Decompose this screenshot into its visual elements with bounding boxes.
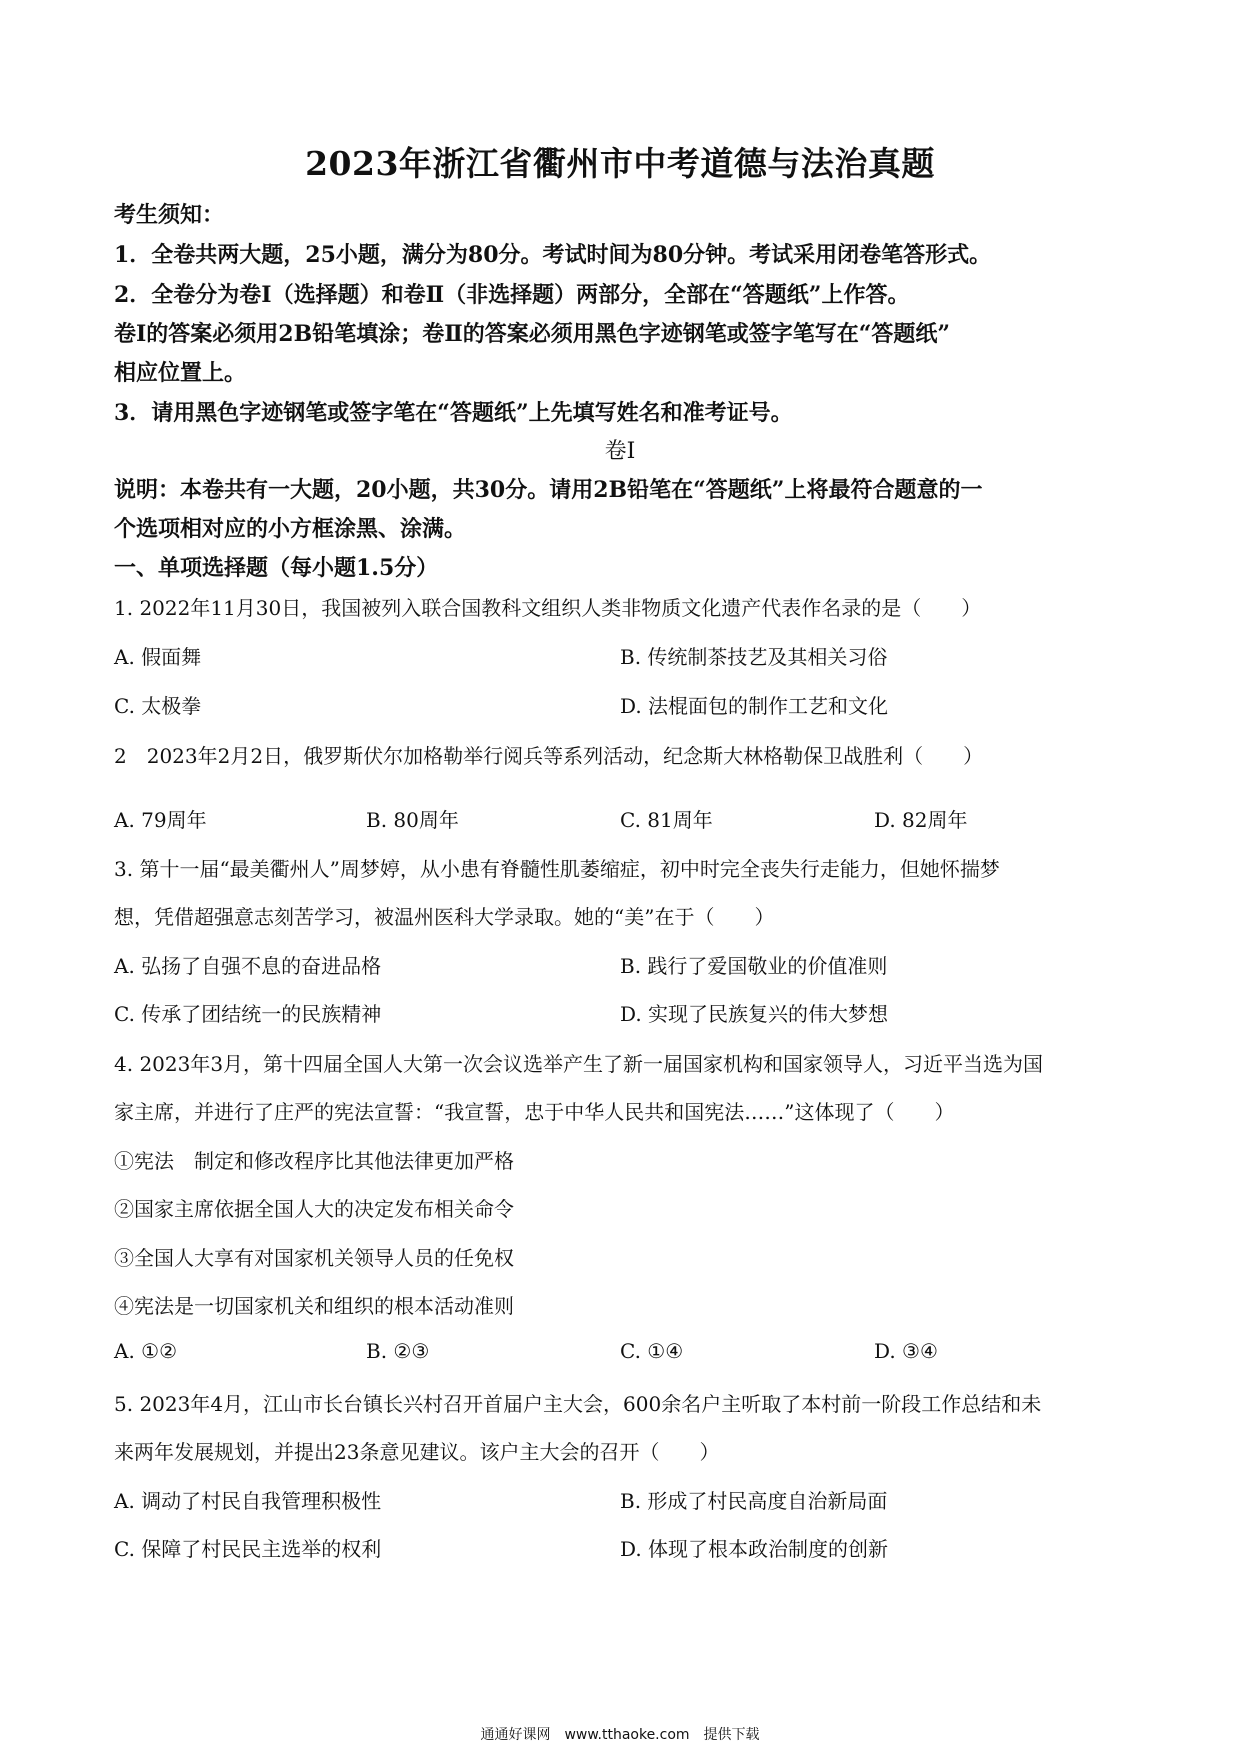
option-a: A. 假面舞 [114, 645, 202, 669]
question-stem-line-2: 想，凭借超强意志刻苦学习，被温州医科大学录取。她的“美”在于（ ） [114, 905, 775, 929]
notice-item-3: 3．请用黑色字迹钢笔或签字笔在“答题纸”上先填写姓名和准考证号。 [114, 400, 793, 426]
option-b: B. 80周年 [366, 808, 459, 832]
question-stem-line-2: 家主席，并进行了庄严的宪法宣誓：“我宣誓，忠于中华人民共和国宪法……”这体现了（ ） [114, 1100, 955, 1124]
option-b: B. 传统制茶技艺及其相关习俗 [620, 645, 888, 669]
statement-3: ③全国人大享有对国家机关领导人员的任免权 [114, 1246, 514, 1270]
option-d: D. 实现了民族复兴的伟大梦想 [620, 1002, 889, 1026]
option-d: D. 法棍面包的制作工艺和文化 [620, 694, 889, 718]
option-c: C. 保障了村民民主选举的权利 [114, 1537, 382, 1561]
option-c: C. 太极拳 [114, 694, 202, 718]
option-a: A. 79周年 [114, 808, 207, 832]
volume-1-heading: 卷Ⅰ [604, 439, 636, 464]
volume-1-desc-line-2: 个选项相对应的小方框涂黑、涂满。 [114, 516, 467, 542]
option-b: B. 形成了村民高度自治新局面 [620, 1489, 888, 1513]
statement-1: ①宪法 制定和修改程序比其他法律更加严格 [114, 1149, 514, 1173]
option-b: B. ②③ [366, 1339, 430, 1363]
option-d: D. 82周年 [874, 808, 968, 832]
option-c: C. 传承了团结统一的民族精神 [114, 1002, 382, 1026]
option-c: C. ①④ [620, 1339, 684, 1363]
option-d: D. 体现了根本政治制度的创新 [620, 1537, 889, 1561]
notice-item-2-line-2: 卷Ⅰ的答案必须用2B铅笔填涂；卷Ⅱ的答案必须用黑色字迹钢笔或签字笔写在“答题纸” [114, 321, 951, 347]
question-stem: 1. 2022年11月30日，我国被列入联合国教科文组织人类非物质文化遗产代表作名录的是（ ） [114, 596, 982, 620]
statement-2: ②国家主席依据全国人大的决定发布相关命令 [114, 1197, 514, 1221]
notice-item-1: 1．全卷共两大题，25小题，满分为80分。考试时间为80分钟。考试采用闭卷笔答形式。 [114, 242, 992, 268]
page-title: 2023年浙江省衢州市中考道德与法治真题 [305, 144, 935, 183]
option-a: A. 调动了村民自我管理积极性 [114, 1489, 382, 1513]
notice-item-2: 2．全卷分为卷Ⅰ（选择题）和卷Ⅱ（非选择题）两部分，全部在“答题纸”上作答。 [114, 282, 910, 308]
question-stem-line-1: 4. 2023年3月，第十四届全国人大第一次会议选举产生了新一届国家机构和国家领导人，习近平当选为国 [114, 1052, 1044, 1076]
question-stem: 2 2023年2月2日，俄罗斯伏尔加格勒举行阅兵等系列活动，纪念斯大林格勒保卫战胜利（ ） [114, 744, 984, 768]
volume-1-desc-line-1: 说明：本卷共有一大题，20小题，共30分。请用2B铅笔在“答题纸”上将最符合题意的一 [114, 477, 983, 503]
section-heading: 一、单项选择题（每小题1.5分） [114, 555, 439, 581]
page-footer: 通通好课网 www.tthaoke.com 提供下载 [480, 1727, 760, 1743]
question-stem-line-1: 5. 2023年4月，江山市长台镇长兴村召开首届户主大会，600余名户主听取了本村前一阶段工作总结和未 [114, 1392, 1042, 1416]
question-stem-line-2: 来两年发展规划，并提出23条意见建议。该户主大会的召开（ ） [114, 1440, 720, 1464]
option-a: A. 弘扬了自强不息的奋进品格 [114, 954, 382, 978]
notice-item-2-line-3: 相应位置上。 [114, 360, 247, 386]
option-b: B. 践行了爱国敬业的价值准则 [620, 954, 888, 978]
option-c: C. 81周年 [620, 808, 713, 832]
option-d: D. ③④ [874, 1339, 938, 1363]
statement-4: ④宪法是一切国家机关和组织的根本活动准则 [114, 1294, 514, 1318]
option-a: A. ①② [114, 1339, 178, 1363]
notice-heading: 考生须知： [114, 202, 225, 228]
question-stem-line-1: 3. 第十一届“最美衢州人”周梦婷，从小患有脊髓性肌萎缩症，初中时完全丧失行走能力，但她怀揣梦 [114, 857, 1000, 881]
